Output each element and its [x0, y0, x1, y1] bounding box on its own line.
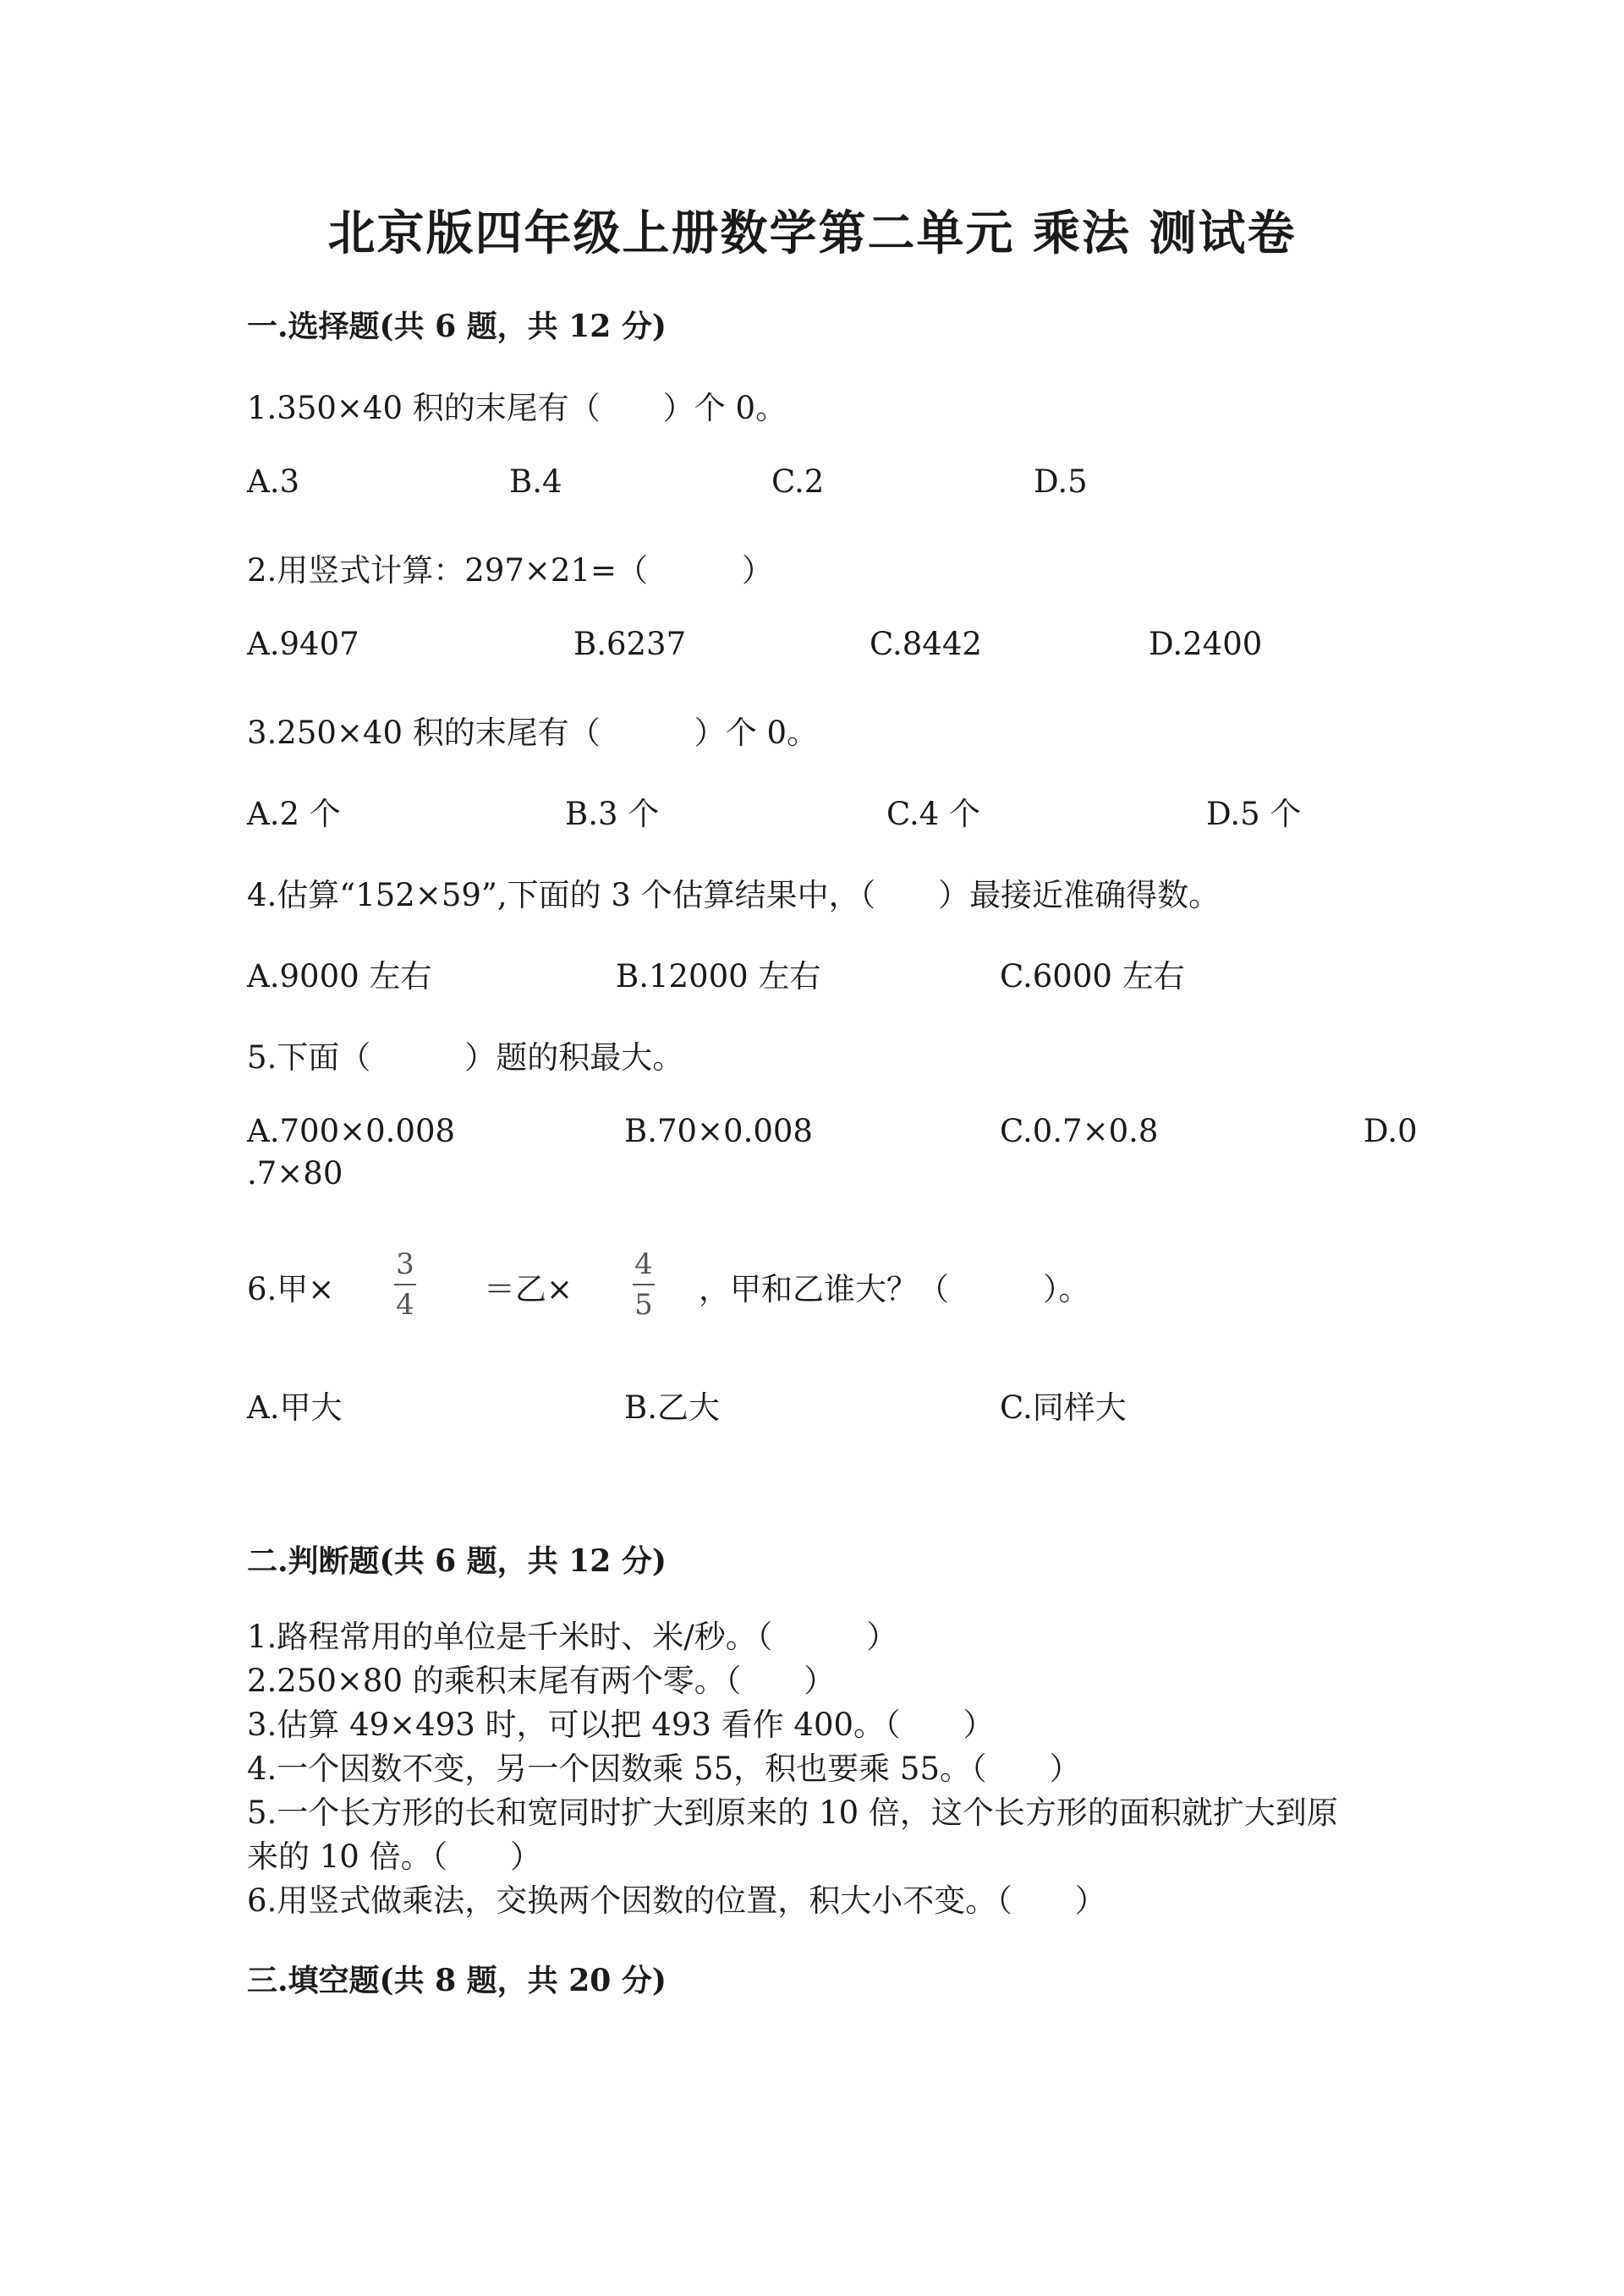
judge-item-5-continued: 来的 10 倍。（ ） — [247, 1838, 542, 1875]
q2-option-c: C.8442 — [870, 626, 982, 662]
q6-option-a: A.甲大 — [247, 1389, 343, 1426]
q1-option-b: B.4 — [509, 463, 562, 500]
fraction-denominator: 4 — [396, 1288, 414, 1322]
judge-item-1: 1.路程常用的单位是千米时、米/秒。（ ） — [247, 1619, 898, 1655]
q4-option-c: C.6000 左右 — [1000, 958, 1185, 995]
section-heading-choice: 一.选择题(共 6 题，共 12 分) — [247, 309, 667, 344]
q6-option-c: C.同样大 — [1000, 1389, 1127, 1426]
fraction-numerator: 4 — [634, 1247, 653, 1281]
q5-option-c: C.0.7×0.8 — [1000, 1113, 1159, 1149]
q1-option-c: C.2 — [771, 463, 825, 500]
question-4: 4.估算“152×59”,下面的 3 个估算结果中，（ ）最接近准确得数。 — [247, 877, 1221, 913]
q6-option-b: B.乙大 — [624, 1389, 720, 1426]
q5-option-d: D.0 — [1363, 1113, 1418, 1149]
page-title: 北京版四年级上册数学第二单元 乘法 测试卷 — [327, 205, 1297, 261]
q5-option-a: A.700×0.008 — [247, 1113, 456, 1149]
fraction-numerator: 3 — [396, 1247, 414, 1281]
q5-option-b: B.70×0.008 — [624, 1113, 813, 1149]
judge-item-2: 2.250×80 的乘积末尾有两个零。（ ） — [247, 1663, 836, 1699]
q3-option-b: B.3 个 — [565, 796, 660, 832]
question-1: 1.350×40 积的末尾有（ ）个 0。 — [247, 390, 787, 426]
fraction-bar — [633, 1284, 655, 1285]
q1-option-a: A.3 — [247, 463, 300, 500]
judge-item-5: 5.一个长方形的长和宽同时扩大到原来的 10 倍，这个长方形的面积就扩大到原 — [247, 1795, 1338, 1831]
fraction-bar — [394, 1284, 416, 1285]
question-3: 3.250×40 积的末尾有（ ）个 0。 — [247, 715, 819, 751]
question-6-part1: 6.甲× — [247, 1271, 335, 1307]
q2-option-b: B.6237 — [573, 626, 687, 662]
fraction-four-fifths — [633, 1247, 655, 1322]
judge-item-6: 6.用竖式做乘法，交换两个因数的位置，积大小不变。（ ） — [247, 1882, 1106, 1919]
section-heading-fill: 三.填空题(共 8 题，共 20 分) — [247, 1963, 667, 1998]
q1-option-d: D.5 — [1034, 463, 1088, 500]
judge-item-4: 4.一个因数不变，另一个因数乘 55，积也要乘 55。（ ） — [247, 1751, 1081, 1787]
q4-option-a: A.9000 左右 — [247, 958, 432, 995]
question-6-part2: ＝乙× — [484, 1271, 573, 1307]
judge-item-3: 3.估算 49×493 时，可以把 493 看作 400。（ ） — [247, 1707, 995, 1743]
question-2: 2.用竖式计算：297×21=（ ） — [247, 552, 774, 589]
q3-option-d: D.5 个 — [1206, 796, 1302, 832]
q3-option-c: C.4 个 — [886, 796, 981, 832]
q5-option-d-continued: .7×80 — [247, 1155, 343, 1192]
fraction-denominator: 5 — [634, 1288, 653, 1322]
q3-option-a: A.2 个 — [247, 796, 341, 832]
q4-option-b: B.12000 左右 — [616, 958, 821, 995]
section-heading-judge: 二.判断题(共 6 题，共 12 分) — [247, 1543, 667, 1579]
q2-option-a: A.9407 — [247, 626, 359, 662]
fraction-three-quarters — [394, 1247, 416, 1322]
question-6-part3: ，甲和乙谁大？（ ）。 — [699, 1271, 1090, 1307]
question-5: 5.下面（ ）题的积最大。 — [247, 1039, 684, 1076]
q2-option-d: D.2400 — [1149, 626, 1263, 662]
